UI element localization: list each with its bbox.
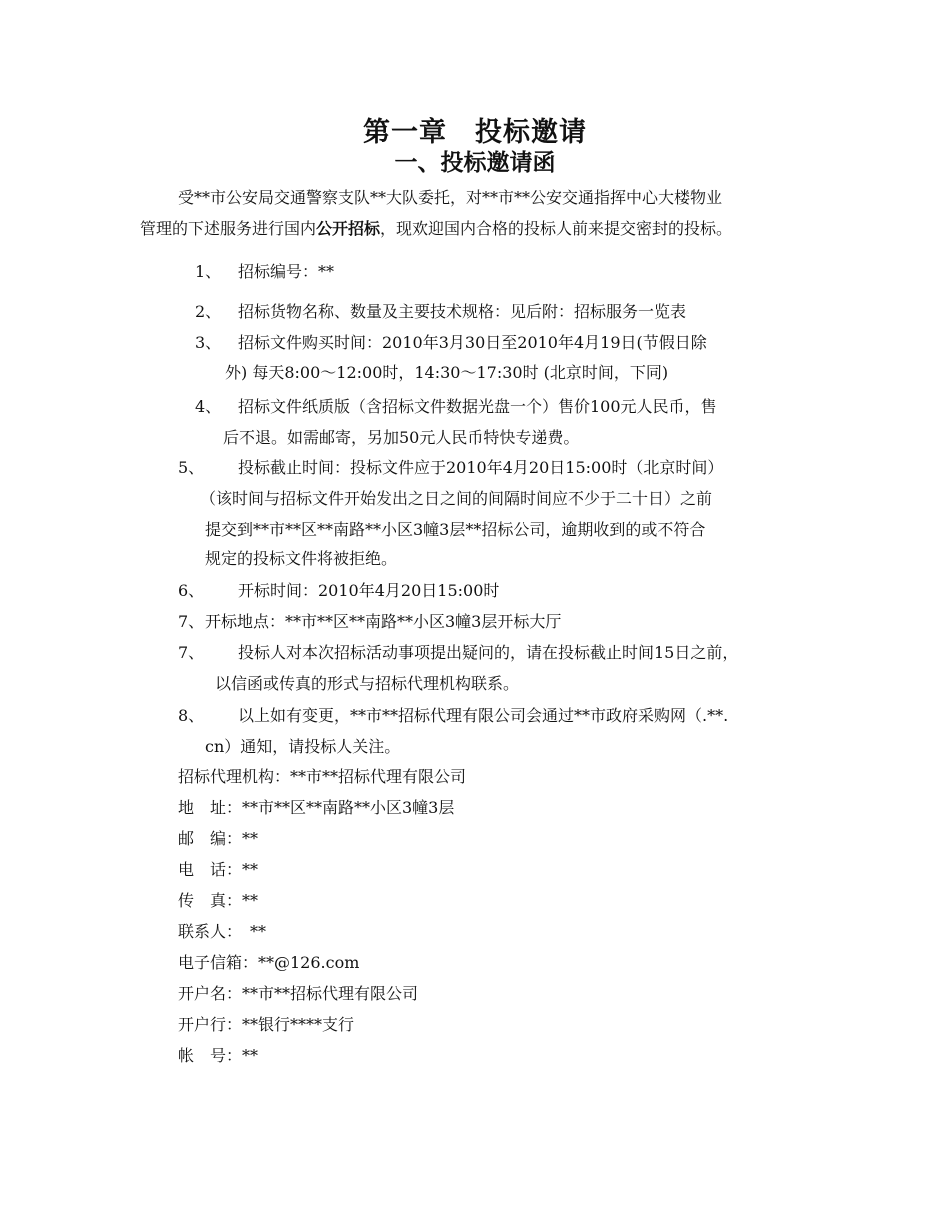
- item-number: 7、: [178, 643, 205, 662]
- item-text: 后不退。如需邮寄，另加50元人民币特快专递费。: [223, 428, 580, 447]
- contact-phone: 电 话：**: [178, 860, 259, 879]
- item-text: 以信函或传真的形式与招标代理机构联系。: [215, 674, 520, 693]
- intro-text-b: ，现欢迎国内合格的投标人前来提交密封的投标。: [380, 219, 733, 238]
- intro-line-2: [140, 218, 732, 240]
- item-text: （该时间与招标文件开始发出之日之间的间隔时间应不少于二十日）之前: [200, 489, 713, 508]
- intro-text-a: 管理的下述服务进行国内: [140, 219, 317, 238]
- item-text: 投标截止时间：投标文件应于2010年4月20日15:00时（北京时间）: [238, 458, 724, 477]
- item-number: 3、: [195, 333, 222, 352]
- contact-bank: 开户行：**银行****支行: [178, 1015, 355, 1034]
- item-text: 招标文件购买时间：2010年3月30日至2010年4月19日(节假日除: [238, 333, 707, 352]
- contact-account-number: 帐 号：**: [178, 1046, 259, 1065]
- item-number: 2、: [195, 302, 222, 321]
- contact-account-name: 开户名：**市**招标代理有限公司: [178, 984, 419, 1003]
- item-text: 提交到**市**区**南路**小区3幢3层**招标公司，逾期收到的或不符合: [205, 520, 706, 539]
- item-number: 6、: [178, 581, 205, 600]
- item-text: 招标编号：**: [238, 262, 335, 281]
- item-text: cn）通知，请投标人关注。: [205, 737, 401, 756]
- item-number: 4、: [195, 397, 222, 416]
- item-number: 8、: [178, 706, 205, 725]
- item-text: 招标货物名称、数量及主要技术规格：见后附：招标服务一览表: [238, 302, 687, 321]
- intro-bold-text: 公开招标: [316, 219, 381, 238]
- contact-agency: 招标代理机构：**市**招标代理有限公司: [178, 767, 467, 786]
- item-text: 投标人对本次招标活动事项提出疑问的，请在投标截止时间15日之前，: [238, 643, 739, 662]
- item-number: 5、: [178, 458, 205, 477]
- intro-line-1: 受**市公安局交通警察支队**大队委托，对**市**公安交通指挥中心大楼物业: [178, 188, 723, 207]
- contact-person: 联系人： **: [178, 922, 267, 941]
- item-text: 以上如有变更，**市**招标代理有限公司会通过**市政府采购网（.**.: [238, 706, 729, 725]
- section-title: 一、投标邀请函: [394, 149, 556, 176]
- item-text: 规定的投标文件将被拒绝。: [205, 549, 398, 568]
- item-text: 开标地点：**市**区**南路**小区3幢3层开标大厅: [205, 612, 562, 631]
- chapter-title: 第一章 投标邀请: [363, 117, 587, 148]
- item-number: 1、: [195, 262, 222, 281]
- contact-email: 电子信箱：**@126.com: [178, 953, 360, 972]
- contact-fax: 传 真：**: [178, 891, 259, 910]
- item-text: 开标时间：2010年4月20日15:00时: [238, 581, 500, 600]
- item-text: 外) 每天8:00～12:00时，14:30～17:30时 (北京时间，下同): [225, 363, 669, 382]
- item-number: 7、: [178, 612, 205, 631]
- contact-address: 地 址：**市**区**南路**小区3幢3层: [178, 798, 455, 817]
- contact-postcode: 邮 编：**: [178, 829, 259, 848]
- item-text: 招标文件纸质版（含招标文件数据光盘一个）售价100元人民币，售: [238, 397, 717, 416]
